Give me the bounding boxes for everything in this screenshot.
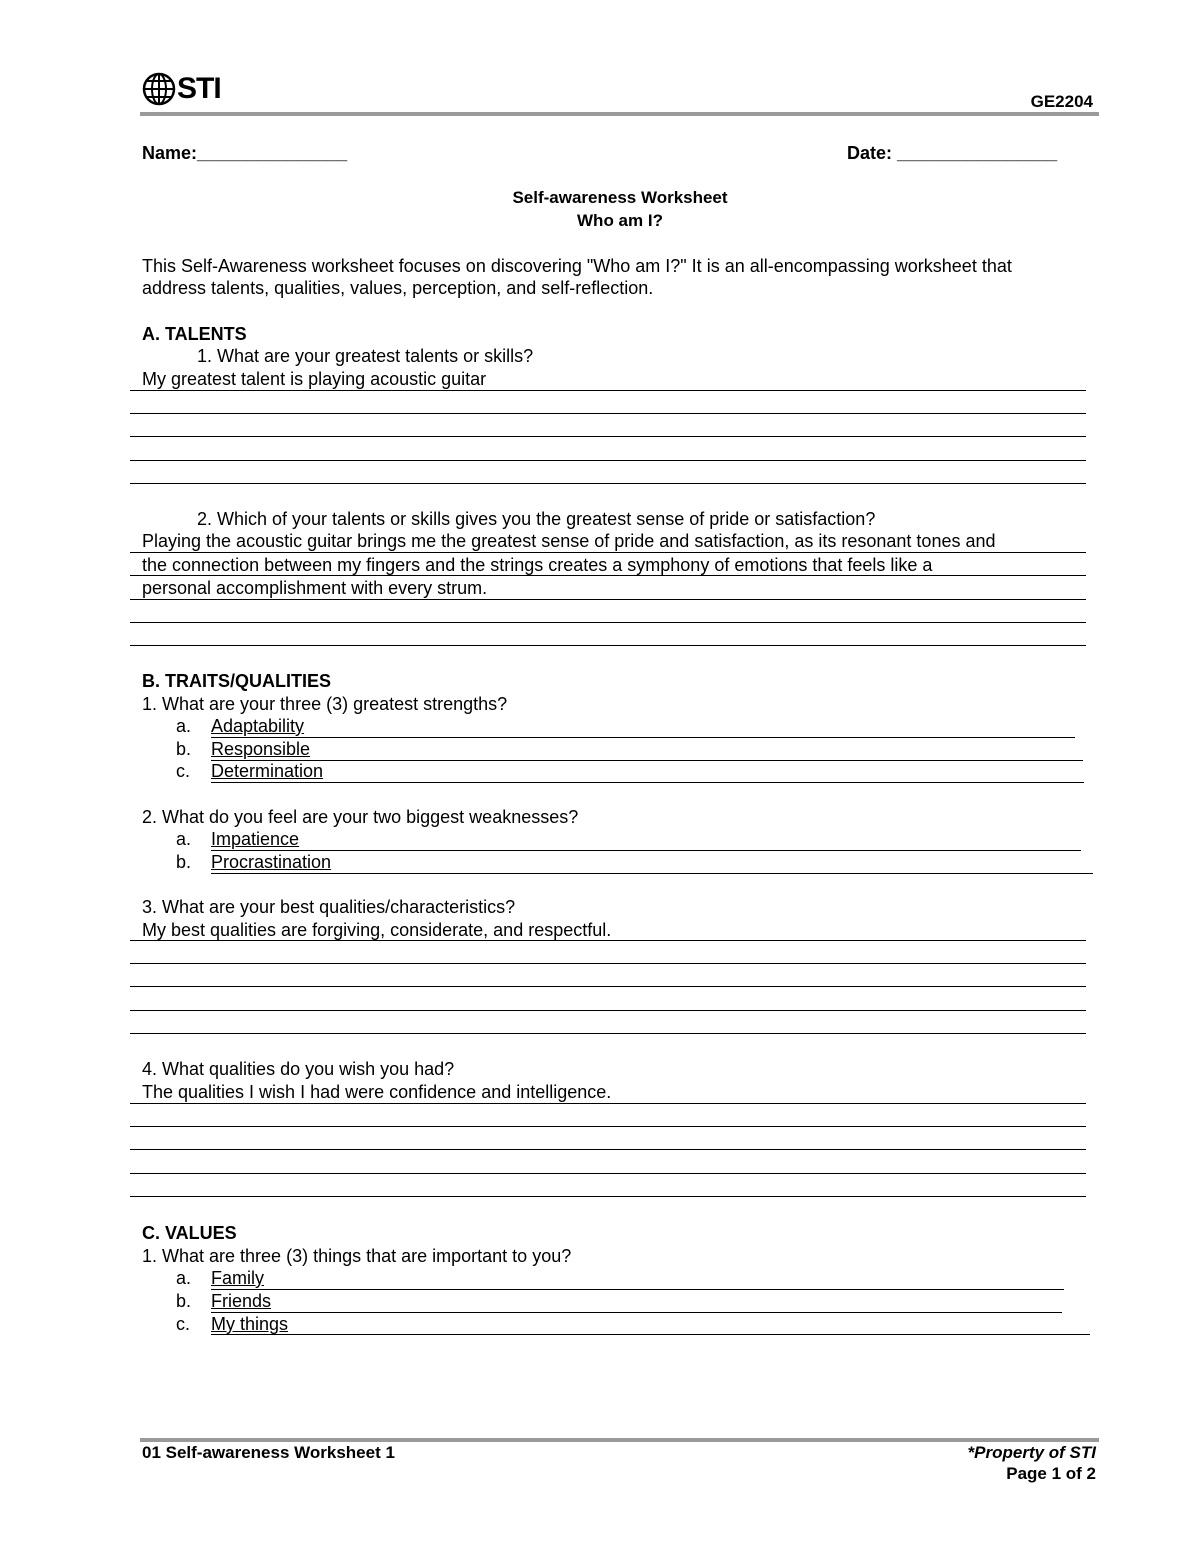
answer-line — [130, 1103, 1086, 1104]
name-field[interactable]: Name:_______________ — [142, 143, 348, 163]
answer-line — [211, 1334, 1090, 1335]
answer-line — [130, 483, 1086, 484]
answer-line — [130, 460, 1086, 461]
section-a-answer-2-line-2[interactable]: the connection between my fingers and the strings creates a symphony of emotions that feels like a — [142, 555, 933, 575]
answer-line — [130, 575, 1086, 576]
intro-line-2: address talents, qualities, values, perception, and self-reflection. — [142, 278, 654, 298]
weakness-1[interactable]: Impatience — [211, 829, 300, 849]
answer-line — [130, 552, 1086, 553]
page-number: Page 1 of 2 — [1006, 1464, 1096, 1483]
weakness-2[interactable]: Procrastination — [211, 852, 332, 872]
globe-icon — [142, 72, 176, 106]
date-field[interactable]: Date: ________________ — [847, 143, 1058, 163]
answer-line — [130, 1126, 1086, 1127]
answer-line — [130, 622, 1086, 623]
section-b-heading: B. TRAITS/QUALITIES — [142, 671, 331, 691]
section-a-answer-2-line-3[interactable]: personal accomplishment with every strum. — [142, 578, 488, 598]
list-marker: a. — [176, 716, 192, 736]
answer-line — [211, 782, 1084, 783]
strength-1[interactable]: Adaptability — [211, 716, 305, 736]
section-b-answer-3[interactable]: My best qualities are forgiving, considerate, and respectful. — [142, 920, 612, 940]
intro-line-1: This Self-Awareness worksheet focuses on discovering "Who am I?" It is an all-encompassing worksheet that — [142, 256, 1012, 276]
answer-line — [211, 1289, 1064, 1290]
list-marker: c. — [176, 1314, 191, 1334]
section-b-answer-4[interactable]: The qualities I wish I had were confidence and intelligence. — [142, 1082, 612, 1102]
answer-line — [130, 1149, 1086, 1150]
answer-line — [211, 760, 1083, 761]
section-a-question-2: 2. Which of your talents or skills gives you the greatest sense of pride or satisfaction? — [197, 509, 876, 529]
section-b-question-1: 1. What are your three (3) greatest strengths? — [142, 694, 508, 714]
answer-line — [130, 599, 1086, 600]
answer-line — [211, 873, 1093, 874]
logo-text: STI — [177, 72, 221, 105]
answer-line — [211, 737, 1075, 738]
sti-logo — [142, 70, 224, 108]
footer-divider — [140, 1438, 1099, 1442]
header-divider — [140, 112, 1099, 116]
answer-line — [130, 1196, 1086, 1197]
strength-3[interactable]: Determination — [211, 761, 324, 781]
worksheet-subtitle: Who am I? — [577, 211, 663, 230]
answer-line — [130, 1033, 1086, 1034]
section-a-answer-2-line-1[interactable]: Playing the acoustic guitar brings me the greatest sense of pride and satisfaction, as its resonant tones and — [142, 531, 996, 551]
answer-line — [130, 1010, 1086, 1011]
section-b-question-3: 3. What are your best qualities/characteristics? — [142, 897, 516, 917]
answer-line — [130, 436, 1086, 437]
section-c-heading: C. VALUES — [142, 1223, 237, 1243]
answer-line — [130, 963, 1086, 964]
strength-2[interactable]: Responsible — [211, 739, 311, 759]
list-marker: a. — [176, 1268, 192, 1288]
section-a-answer-1[interactable]: My greatest talent is playing acoustic guitar — [142, 369, 487, 389]
value-3[interactable]: My things — [211, 1314, 289, 1334]
answer-line — [130, 390, 1086, 391]
list-marker: c. — [176, 761, 191, 781]
section-a-heading: A. TALENTS — [142, 324, 247, 344]
section-c-question-1: 1. What are three (3) things that are important to you? — [142, 1246, 572, 1266]
section-b-question-4: 4. What qualities do you wish you had? — [142, 1059, 455, 1079]
answer-line — [130, 940, 1086, 941]
course-code: GE2204 — [1030, 92, 1093, 111]
list-marker: b. — [176, 739, 192, 759]
answer-line — [130, 645, 1086, 646]
value-2[interactable]: Friends — [211, 1291, 272, 1311]
list-marker: b. — [176, 1291, 192, 1311]
footer-property: *Property of STI — [967, 1443, 1096, 1462]
section-b-question-2: 2. What do you feel are your two biggest weaknesses? — [142, 807, 579, 827]
footer-doc-title: 01 Self-awareness Worksheet 1 — [142, 1443, 395, 1462]
worksheet-title: Self-awareness Worksheet — [512, 188, 728, 207]
answer-line — [211, 850, 1081, 851]
section-a-question-1: 1. What are your greatest talents or skills? — [197, 346, 534, 366]
answer-line — [211, 1312, 1062, 1313]
answer-line — [130, 986, 1086, 987]
value-1[interactable]: Family — [211, 1268, 264, 1288]
answer-line — [130, 413, 1086, 414]
list-marker: b. — [176, 852, 192, 872]
list-marker: a. — [176, 829, 192, 849]
answer-line — [130, 1173, 1086, 1174]
